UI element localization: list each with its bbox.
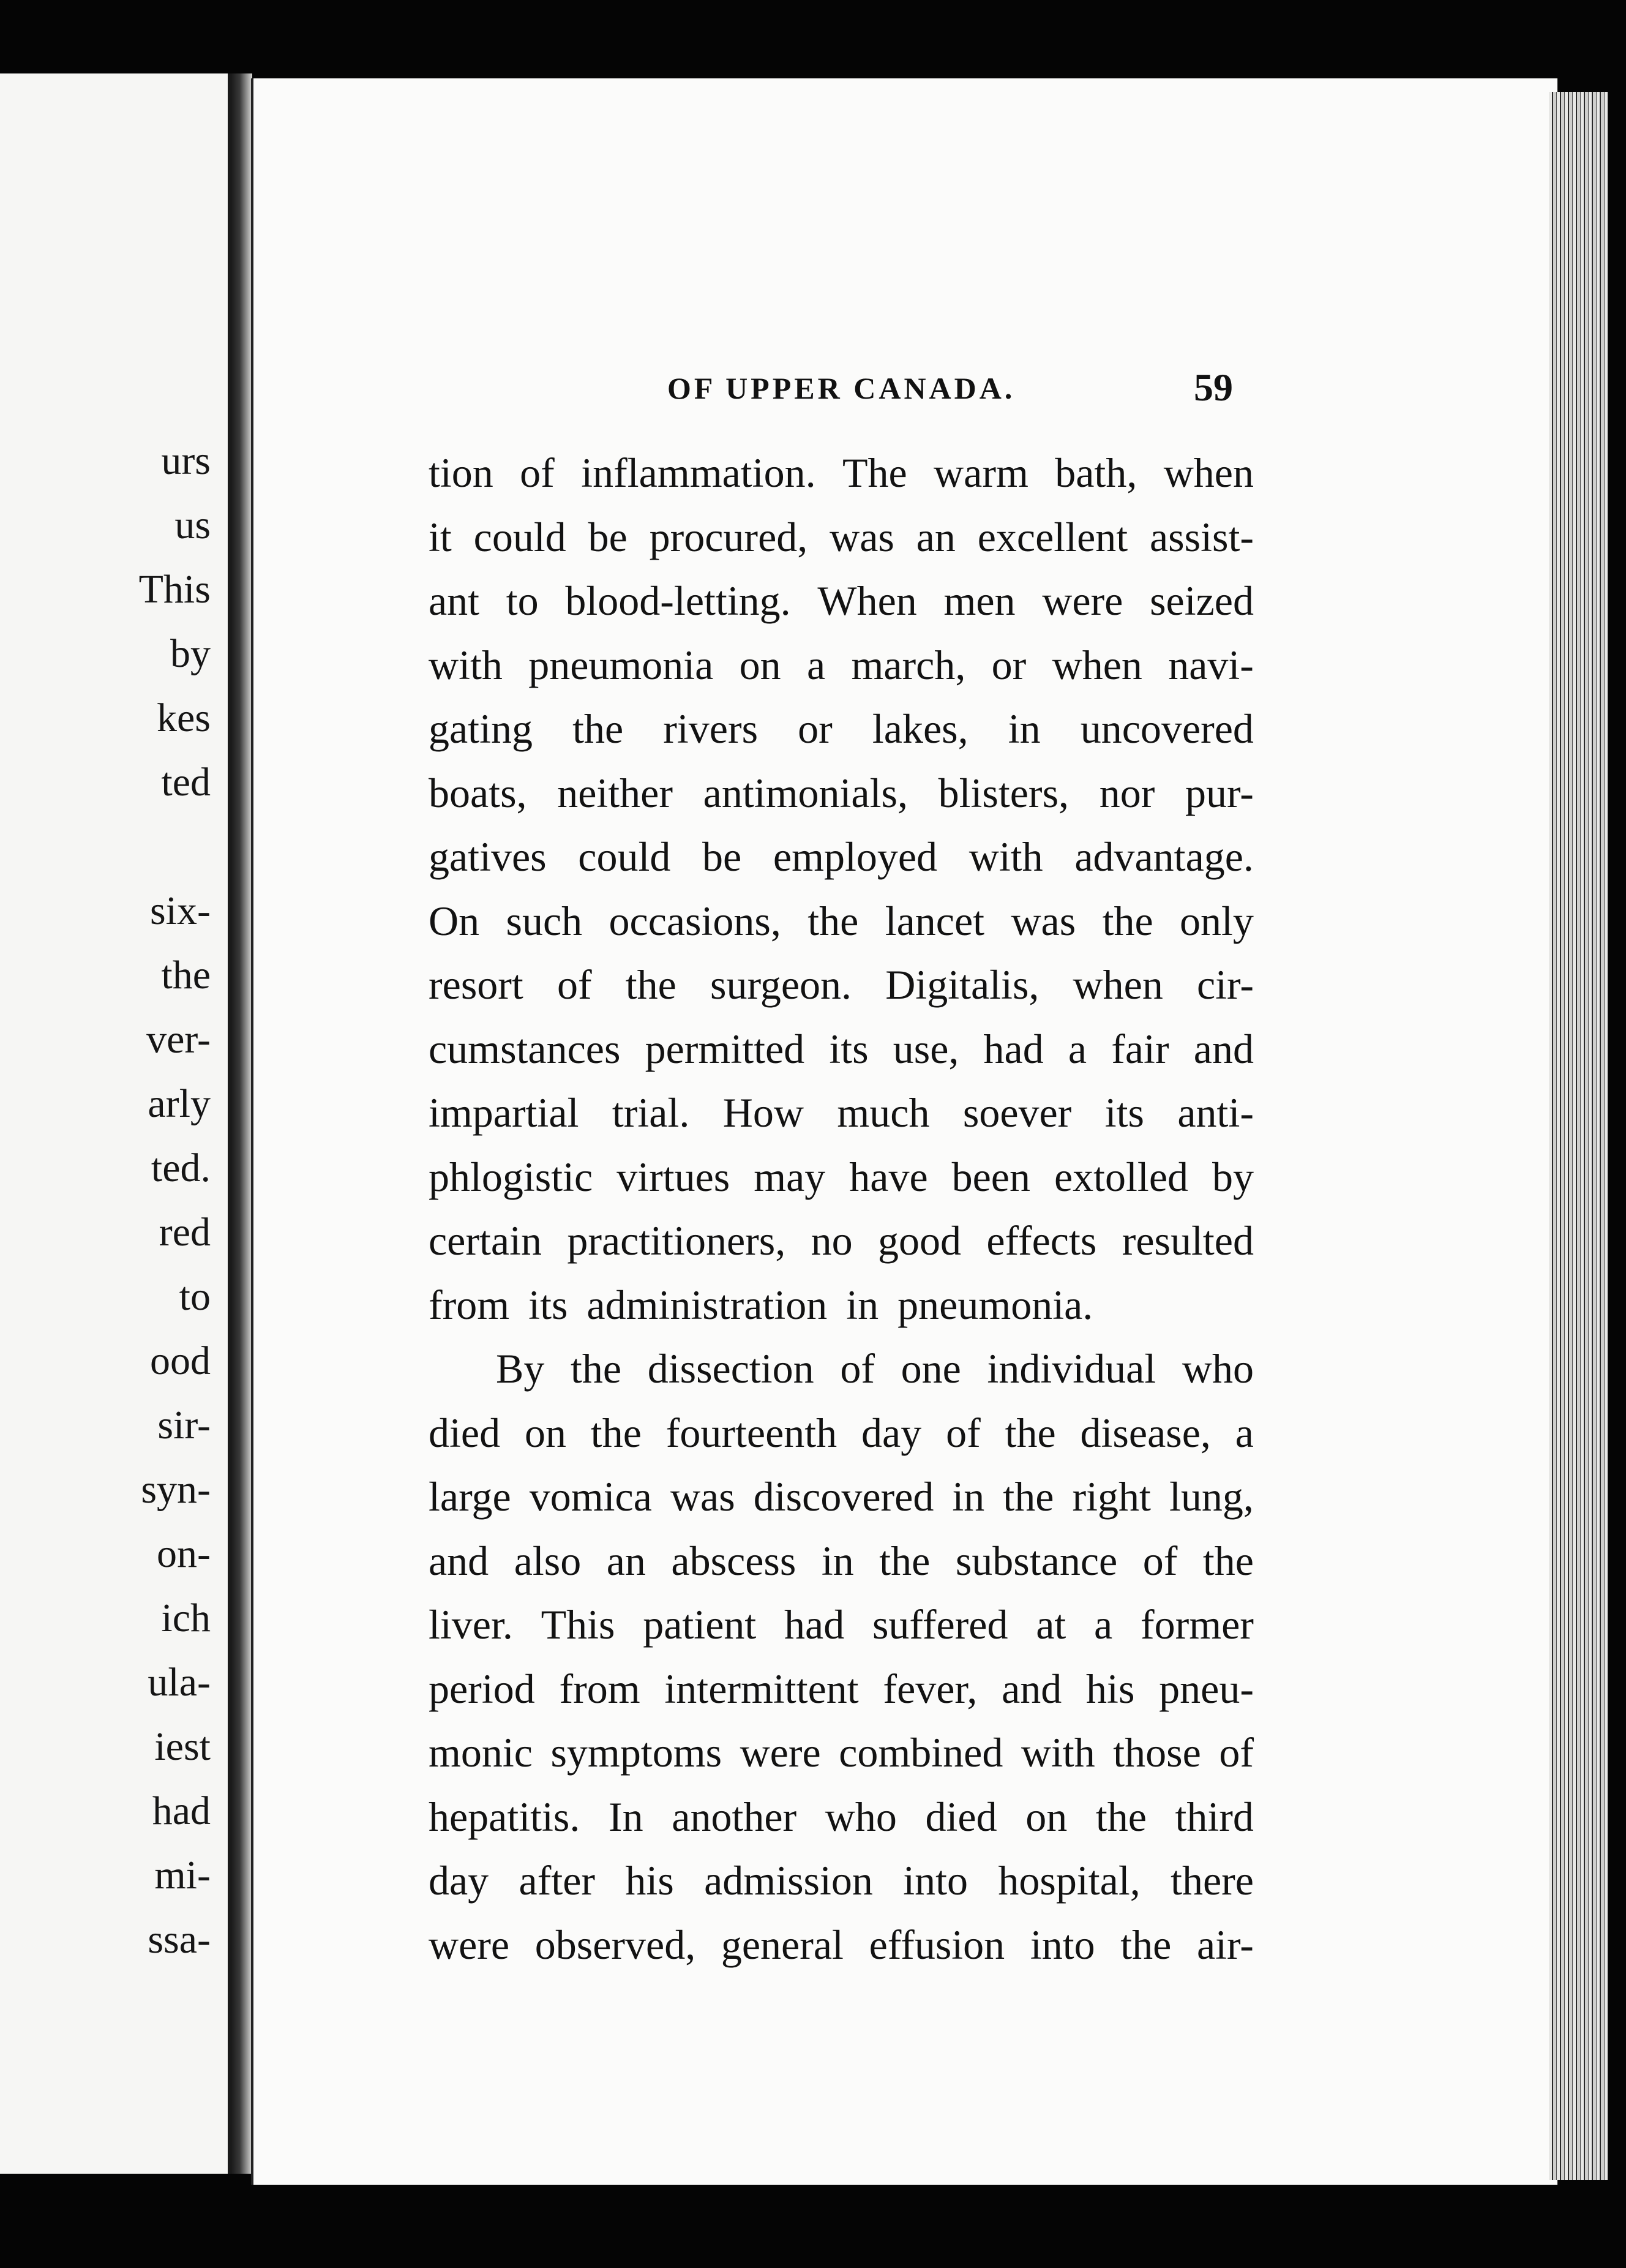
word: the	[879, 1537, 931, 1584]
word: fair	[1111, 1025, 1169, 1072]
word: air-	[1196, 1921, 1254, 1968]
word: use,	[893, 1025, 959, 1072]
word: impartial	[429, 1089, 579, 1136]
word: those	[1113, 1729, 1201, 1776]
word: march,	[851, 641, 966, 688]
word: procured,	[649, 513, 808, 560]
text-line	[429, 1913, 1254, 1977]
text-line	[429, 761, 1254, 825]
word: gating	[429, 705, 533, 752]
word: an	[916, 513, 956, 560]
word: surgeon.	[710, 961, 852, 1008]
word: when	[1052, 641, 1142, 688]
word: from	[559, 1665, 640, 1712]
word: in	[952, 1473, 985, 1520]
word: symptoms	[550, 1729, 722, 1776]
word: could	[473, 513, 566, 560]
left-page-line: sir-	[157, 1403, 211, 1448]
word: a	[1235, 1409, 1254, 1456]
word: resulted	[1122, 1217, 1254, 1264]
left-page-line: kes	[157, 696, 211, 740]
word: another	[672, 1793, 797, 1840]
word: individual	[987, 1345, 1156, 1392]
left-page-line: This	[138, 567, 211, 612]
left-page-line: urs	[161, 438, 211, 483]
text-line	[429, 441, 1254, 505]
word: dissection	[647, 1345, 814, 1392]
word: also	[514, 1537, 582, 1584]
word: tion	[429, 449, 493, 496]
word: substance	[955, 1537, 1118, 1584]
page-edge-strip	[1549, 92, 1608, 2180]
word: who	[1182, 1345, 1254, 1392]
word: observed,	[534, 1921, 696, 1968]
word: when	[1163, 449, 1254, 496]
word: blisters,	[938, 769, 1070, 816]
word: of	[1219, 1729, 1254, 1776]
word: effusion	[869, 1921, 1005, 1968]
word: liver.	[429, 1601, 513, 1648]
left-page-line: on-	[157, 1531, 211, 1576]
word: of	[1142, 1537, 1178, 1584]
word: were	[740, 1729, 821, 1776]
word: The	[842, 449, 907, 496]
word: By	[496, 1345, 545, 1392]
word: good	[877, 1217, 961, 1264]
word: the	[1003, 1473, 1054, 1520]
word: period	[429, 1665, 535, 1712]
word: third	[1175, 1793, 1254, 1840]
word: the	[1120, 1921, 1172, 1968]
word: occasions,	[609, 897, 781, 944]
word: lancet	[885, 897, 985, 944]
text-line	[429, 1145, 1254, 1209]
word: rivers	[663, 705, 759, 752]
word: by	[1212, 1153, 1254, 1200]
word: with	[968, 833, 1043, 880]
text-line	[429, 1849, 1254, 1913]
body-text	[429, 441, 1254, 1977]
word: a	[1068, 1025, 1087, 1072]
text-line	[429, 1401, 1254, 1465]
word: hepatitis.	[429, 1793, 580, 1840]
word: of	[556, 961, 592, 1008]
word: on	[524, 1409, 566, 1456]
word: day	[861, 1409, 922, 1456]
word: seized	[1150, 577, 1254, 624]
word: one	[901, 1345, 961, 1392]
text-line-content: from its administration in pneumonia.	[429, 1281, 1093, 1328]
word: bath,	[1055, 449, 1137, 496]
word: had	[784, 1601, 845, 1648]
word: men	[943, 577, 1016, 624]
word: uncovered	[1080, 705, 1254, 752]
word: permitted	[645, 1025, 805, 1072]
word: its	[1104, 1089, 1144, 1136]
left-page-line: six-	[150, 888, 211, 933]
word: lakes,	[872, 705, 968, 752]
word: was	[670, 1473, 735, 1520]
word: was	[1011, 897, 1076, 944]
left-page-line: mi-	[154, 1853, 211, 1898]
text-line	[429, 1465, 1254, 1529]
left-page-line: the	[161, 953, 211, 997]
book-gutter	[231, 73, 252, 2174]
word: in	[821, 1537, 854, 1584]
word: its	[829, 1025, 869, 1072]
left-page-line: us	[174, 503, 211, 547]
word: of	[840, 1345, 875, 1392]
word: with	[429, 641, 503, 688]
word: with	[1021, 1729, 1095, 1776]
word: day	[429, 1857, 489, 1904]
left-page-line: had	[152, 1789, 211, 1833]
word: may	[754, 1153, 826, 1200]
word: and	[1193, 1025, 1254, 1072]
left-page-line: red	[159, 1210, 211, 1255]
word: died	[429, 1409, 501, 1456]
text-line	[429, 1657, 1254, 1721]
word: could	[578, 833, 671, 880]
word: an	[606, 1537, 646, 1584]
word: of	[520, 449, 555, 496]
word: discovered	[753, 1473, 934, 1520]
word: or	[991, 641, 1027, 688]
word: advantage.	[1074, 833, 1254, 880]
text-line	[429, 1273, 1254, 1337]
word: when	[1073, 961, 1163, 1008]
word: a	[806, 641, 826, 688]
word: excellent	[977, 513, 1128, 560]
word: and	[1002, 1665, 1062, 1712]
word: This	[541, 1601, 615, 1648]
word: have	[849, 1153, 928, 1200]
word: the	[572, 705, 624, 752]
word: into	[903, 1857, 968, 1904]
word: soever	[962, 1089, 1072, 1136]
word: antimonials,	[703, 769, 908, 816]
word: in	[1008, 705, 1041, 752]
word: pur-	[1185, 769, 1254, 816]
word: were	[429, 1921, 510, 1968]
word: gatives	[429, 833, 547, 880]
word: practitioners,	[567, 1217, 786, 1264]
word: lung,	[1169, 1473, 1254, 1520]
word: resort	[429, 961, 523, 1008]
word: be	[702, 833, 742, 880]
word: cumstances	[429, 1025, 621, 1072]
word: been	[951, 1153, 1030, 1200]
word: Digitalis,	[885, 961, 1040, 1008]
page-number: 59	[1194, 366, 1233, 409]
word: to	[506, 577, 539, 624]
word: of	[946, 1409, 981, 1456]
left-page-line: ssa-	[148, 1917, 211, 1962]
text-line	[429, 1081, 1254, 1145]
word: there	[1171, 1857, 1254, 1904]
text-line	[429, 1785, 1254, 1849]
word: effects	[986, 1217, 1097, 1264]
word: blood-letting.	[565, 577, 791, 624]
word: the	[1102, 897, 1153, 944]
left-page-line: arly	[148, 1081, 211, 1126]
left-page-line: ula-	[148, 1660, 211, 1705]
word: his	[1086, 1665, 1135, 1712]
text-line	[429, 1209, 1254, 1273]
left-page-line: ted	[161, 760, 211, 805]
word: monic	[429, 1729, 533, 1776]
word: former	[1140, 1601, 1254, 1648]
word: disease,	[1080, 1409, 1211, 1456]
word: assist-	[1149, 513, 1254, 560]
word: vomica	[529, 1473, 652, 1520]
word: patient	[643, 1601, 757, 1648]
word: had	[983, 1025, 1044, 1072]
word: suffered	[872, 1601, 1008, 1648]
left-page-line: to	[179, 1274, 211, 1319]
word: phlogistic	[429, 1153, 593, 1200]
word: the	[1095, 1793, 1147, 1840]
word: the	[1202, 1537, 1254, 1584]
word: trial.	[612, 1089, 690, 1136]
word: on	[739, 641, 781, 688]
word: was	[830, 513, 894, 560]
word: combined	[839, 1729, 1003, 1776]
word: ant	[429, 577, 480, 624]
left-page-line: ted.	[151, 1146, 211, 1190]
word: inflammation.	[581, 449, 816, 496]
word: abscess	[671, 1537, 796, 1584]
text-line	[429, 1337, 1254, 1401]
word: into	[1030, 1921, 1095, 1968]
word: right	[1072, 1473, 1151, 1520]
word: it	[429, 513, 452, 560]
word: the	[807, 897, 859, 944]
word: large	[429, 1473, 511, 1520]
text-line	[429, 889, 1254, 953]
word: virtues	[616, 1153, 730, 1200]
text-line	[429, 953, 1254, 1017]
text-line	[429, 1593, 1254, 1657]
word: such	[506, 897, 583, 944]
word: admission	[704, 1857, 873, 1904]
word: be	[588, 513, 628, 560]
word: fourteenth	[665, 1409, 837, 1456]
word: hospital,	[998, 1857, 1141, 1904]
word: warm	[934, 449, 1028, 496]
word: In	[609, 1793, 643, 1840]
word: intermittent	[664, 1665, 859, 1712]
word: navi-	[1168, 641, 1254, 688]
word: On	[429, 897, 480, 944]
text-line	[429, 633, 1254, 697]
word: general	[721, 1921, 844, 1968]
left-page-line: iest	[154, 1724, 211, 1769]
text-line	[429, 697, 1254, 761]
word: the	[590, 1409, 642, 1456]
text-line	[429, 569, 1254, 633]
left-page-line: ich	[161, 1596, 211, 1640]
left-page-line: ver-	[146, 1017, 211, 1062]
word: on	[1025, 1793, 1068, 1840]
word: the	[625, 961, 676, 1008]
text-line	[429, 505, 1254, 569]
word: boats,	[429, 769, 527, 816]
word: the	[571, 1345, 622, 1392]
word: who	[825, 1793, 897, 1840]
word: or	[798, 705, 833, 752]
word: nor	[1099, 769, 1155, 816]
text-line	[429, 1017, 1254, 1081]
text-line	[429, 825, 1254, 889]
word: employed	[773, 833, 938, 880]
text-line	[429, 1721, 1254, 1785]
left-page-line: syn-	[141, 1467, 211, 1512]
word: certain	[429, 1217, 542, 1264]
word: at	[1036, 1601, 1066, 1648]
word: fever,	[883, 1665, 978, 1712]
word: extolled	[1054, 1153, 1189, 1200]
word: How	[722, 1089, 804, 1136]
word: When	[817, 577, 917, 624]
left-page-line: by	[170, 631, 211, 676]
word: were	[1042, 577, 1123, 624]
left-page-fragment	[0, 73, 231, 2174]
word: his	[625, 1857, 674, 1904]
word: no	[811, 1217, 853, 1264]
word: pneu-	[1159, 1665, 1254, 1712]
word: cir-	[1196, 961, 1254, 1008]
running-header: OF UPPER CANADA.	[667, 371, 1016, 405]
word: after	[519, 1857, 596, 1904]
word: anti-	[1177, 1089, 1254, 1136]
text-line	[429, 1529, 1254, 1593]
word: and	[429, 1537, 489, 1584]
word: neither	[557, 769, 673, 816]
word: much	[837, 1089, 930, 1136]
word: pneumonia	[528, 641, 714, 688]
left-page-line: ood	[150, 1339, 211, 1383]
word: a	[1094, 1601, 1113, 1648]
word: the	[1005, 1409, 1056, 1456]
word: died	[925, 1793, 997, 1840]
word: only	[1180, 897, 1254, 944]
